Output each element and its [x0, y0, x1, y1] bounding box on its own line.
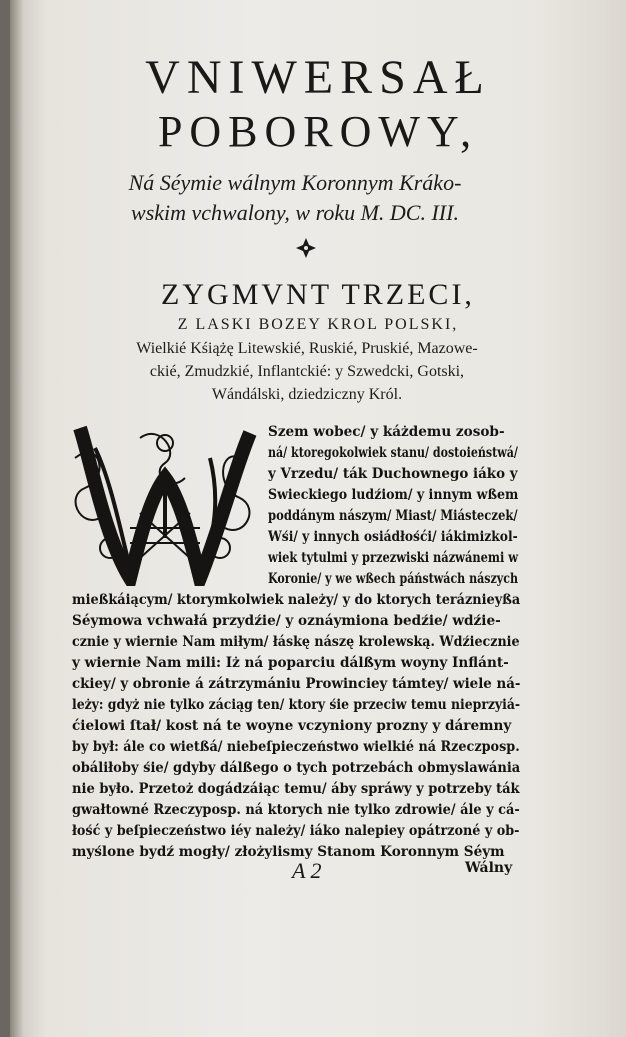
subtitle-line-2: wskim vchwalony, w roku M. DC. III.: [131, 200, 459, 225]
body-line: ná/ ktoregokolwiek stanu/ dostoieństwá/: [268, 445, 518, 461]
body-line: nie było. Przetoż dogádzáiąc temu/ áby spráwy y potrzeby ták: [72, 781, 520, 797]
royal-titles-line-2: ckié, Zmudzkié, Inflantckié: y Szwedcki, Gotski,: [149, 363, 465, 380]
dei-gratia-line: Z LASKI BOZEY KROL POLSKI,: [177, 316, 459, 333]
body-line: Koronie/ y we wßech páństwách nászych: [268, 571, 519, 587]
body-line: obáliłoby śie/ gdyby dálßego o tych potrzebách obmyslawánia: [72, 760, 521, 776]
body-line: gwałtowné Rzeczyposp. ná ktorych nie tylko zdrowie/ ále y cá-: [72, 802, 520, 818]
signature-mark: A 2: [292, 858, 322, 883]
body-line: wiek tytulmi y przezwiski názwánemi w: [268, 550, 519, 566]
body-line: myślone bydź mogły/ złożylismy Stanom Koronnym Séym: [72, 844, 505, 860]
body-line: Swieckiego ludźiom/ y innym wßem: [268, 487, 519, 503]
body-line: Szem wobec/ y káżdemu zosob-: [268, 424, 505, 440]
royal-titles-line-3: Wándálski, dziedziczny Król.: [211, 386, 403, 403]
title-line-1: VNIWERSAŁ: [145, 51, 491, 104]
book-page: [10, 0, 626, 1037]
body-line: łość y beſpieczeństwo iéy należy/ iáko nalepiey opátrzoné y ob-: [72, 823, 520, 839]
body-line: Wśi/ y innych osiádłośći/ iákimizkol-: [268, 529, 518, 545]
body-line: y wiernie Nam mili: Iż ná poparciu dálßym woyny Inflánt-: [72, 655, 509, 671]
decorated-initial-icon: [70, 418, 260, 586]
subtitle-line-1: Ná Séymie wálnym Koronnym Kráko-: [128, 170, 462, 195]
body-line: y Vrzedu/ ták Duchownego iáko y: [268, 466, 518, 482]
body-line: by był: ále co wietßá/ niebeſpieczeństwo wielkié ná Rzeczposp.: [72, 739, 520, 755]
body-line: Séymowa vchwałá przydźie/ y oznáymiona bedźie/ wdźie-: [72, 613, 501, 629]
fleuron-ornament-icon: [295, 237, 317, 259]
body-line: cznie y wiernie Nam miłym/ łáskę nászę krolewską. Wdźiecznie: [72, 634, 520, 650]
title-line-2: POBOROWY,: [157, 107, 479, 156]
king-name: ZYGMVNT TRZECI,: [161, 278, 475, 311]
catchword: Wálny: [465, 860, 513, 876]
royal-titles-line-1: Wielkié Kśiążę Litewskié, Ruskié, Pruskié, Mazowe-: [136, 340, 478, 357]
body-line: ćielowi ſtał/ kost ná te woyne vczyniony prozny y dáremny: [72, 718, 512, 734]
body-line: leży: gdyż nie tylko záciąg ten/ ktory śie przeciw temu nieprzyiá-: [72, 697, 521, 713]
body-line: poddánym nászym/ Miast/ Miásteczek/: [268, 508, 518, 524]
body-line: ckiey/ y obronie á zátrzymániu Prowinciey támtey/ wiele ná-: [72, 676, 521, 692]
body-line: mießkáiącym/ ktorymkolwiek należy/ y do ktorych teráznieyßa: [72, 592, 521, 608]
